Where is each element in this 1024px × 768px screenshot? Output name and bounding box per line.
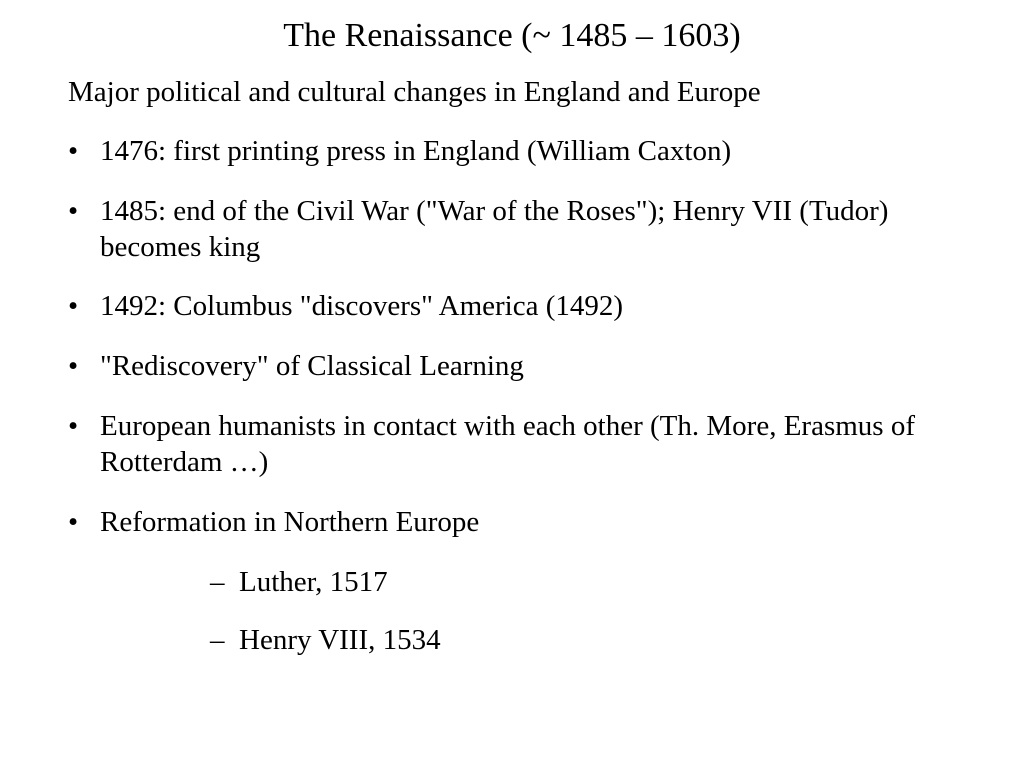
bullet-item	[68, 193, 948, 265]
bullet-icon: •	[68, 135, 79, 167]
bullet-text: "Rediscovery" of Classical Learning	[100, 350, 524, 382]
dash-icon: –	[210, 566, 225, 598]
bullet-icon: •	[68, 290, 79, 322]
bullet-item	[68, 408, 948, 480]
bullet-text: Reformation in Northern Europe	[100, 506, 480, 538]
sub-bullet-item	[210, 622, 441, 658]
bullet-icon: •	[68, 350, 79, 382]
sub-bullet-text: Henry VIII, 1534	[239, 624, 441, 656]
bullet-item	[68, 133, 948, 169]
bullet-text: 1485: end of the Civil War ("War of the Roses"); Henry VII (Tudor) becomes king	[100, 195, 889, 263]
bullet-icon: •	[68, 506, 79, 538]
bullet-text: European humanists in contact with each other (Th. More, Erasmus of Rotterdam …)	[100, 410, 915, 478]
bullet-text: 1476: first printing press in England (William Caxton)	[100, 135, 732, 167]
dash-icon: –	[210, 624, 225, 656]
bullet-item	[68, 288, 948, 324]
slide-title: The Renaissance (~ 1485 – 1603)	[283, 17, 741, 54]
bullet-item	[68, 504, 948, 540]
bullet-icon: •	[68, 410, 79, 442]
intro-text: Major political and cultural changes in England and Europe	[68, 76, 761, 108]
bullet-icon: •	[68, 195, 79, 227]
sub-bullet-text: Luther, 1517	[239, 566, 388, 598]
bullet-item	[68, 348, 948, 384]
bullet-text: 1492: Columbus "discovers" America (1492)	[100, 290, 624, 322]
sub-bullet-item	[210, 564, 388, 600]
